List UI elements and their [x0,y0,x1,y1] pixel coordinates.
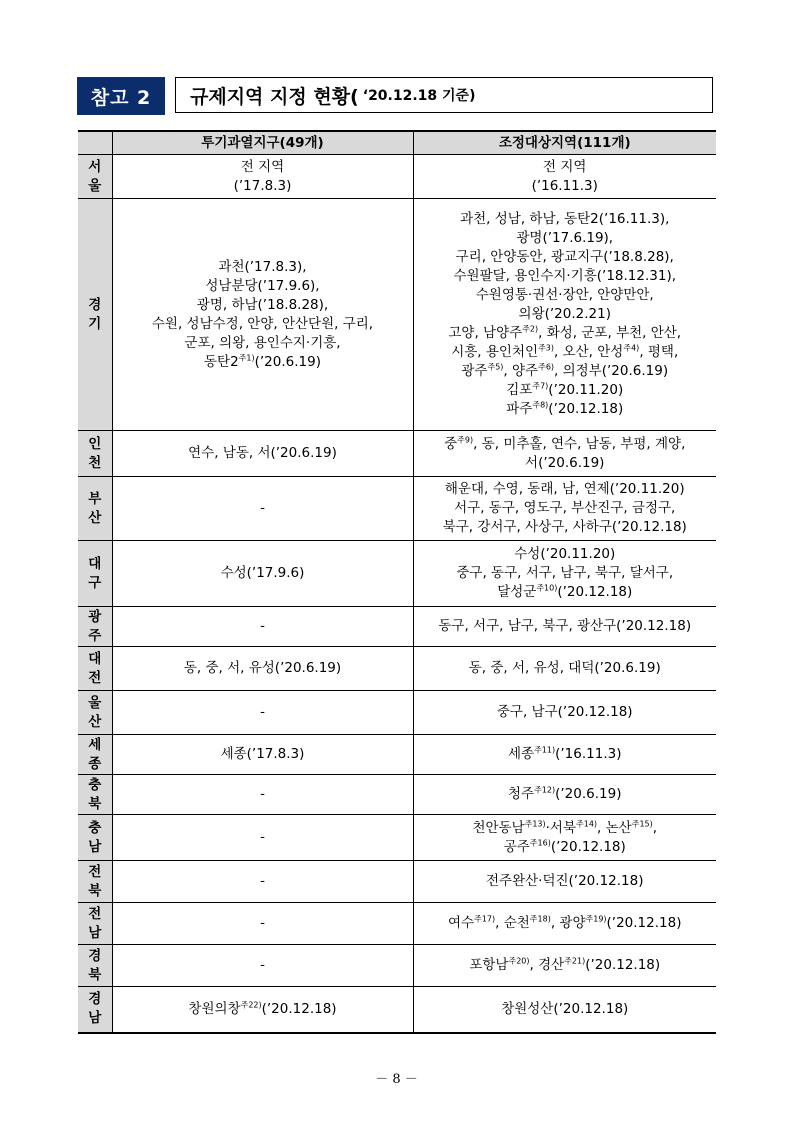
adjustment-zone-cell [413,775,716,815]
cell-text: (’20.12.18) [261,1000,337,1017]
footnote-mark: 주12) [534,785,556,795]
cell-text: (’20.12.18) [550,838,626,855]
region-char: 산 [88,509,102,526]
cell-text: (’20.12.18) [557,584,633,600]
cell-line [117,277,409,296]
cell-text: 동, 중, 서, 유성(’20.6.19) [183,660,342,676]
region-char: 북 [88,882,102,899]
adjustment-zone-cell [413,541,716,607]
speculative-zone-cell [112,691,413,735]
speculative-zone-cell [112,431,413,477]
adjustment-zone-cell [413,431,716,477]
region-cell [78,945,112,987]
region-char: 충 [88,819,102,836]
cell-text: 창원성산(’20.12.18) [501,1000,629,1017]
region-char: 대 [88,555,102,572]
region-char: 인 [88,435,102,452]
cell-line [117,785,409,804]
footnote-mark: 주11) [534,745,556,755]
footnote-mark: 주21) [564,956,586,966]
cell-text: (’16.11.3) [531,177,598,194]
adjustment-zone-cell [413,607,716,647]
cell-text: 고양, 남양주 [448,325,523,341]
cell-line [418,1000,713,1019]
cell-line [418,267,713,286]
region-char: 대 [88,650,102,667]
cell-text: 공주 [503,838,530,855]
cell-text: (’20.11.20) [548,382,624,398]
footnote-mark: 주3) [538,343,555,353]
region-cell [78,431,112,477]
cell-text: (’20.12.18) [548,401,624,417]
cell-text: - [260,915,265,931]
cell-text: 과천(’17.8.3), [218,258,307,275]
speculative-zone-cell [112,815,413,861]
speculative-zone-cell [112,199,413,431]
region-char: 구 [88,574,102,591]
cell-line [418,914,713,933]
cell-text: 광명(’17.6.19), [516,230,614,246]
cell-line [418,480,713,499]
cell-line [117,334,409,353]
cell-text: (’20.12.18) [606,915,682,931]
cell-text: ·서북 [545,819,577,836]
cell-text: 중구, 남구(’20.12.18) [496,704,633,720]
cell-text: (’16.11.3) [555,746,622,762]
cell-text: , 화성, 군포, 부천, 안산, [538,325,682,341]
cell-text: , 동, 미추홀, 연수, 남동, 부평, 계양, [473,435,686,452]
speculative-zone-cell [112,607,413,647]
table-row [78,987,716,1033]
cell-text: 수성(’17.9.6) [220,565,305,581]
region-char: 남 [88,838,102,855]
region-cell [78,607,112,647]
cell-line [117,703,409,722]
cell-text: 성남분당(’17.9.6), [205,277,320,294]
footnote-mark: 주18) [529,914,551,924]
cell-text: 창원의창 [188,1000,241,1017]
cell-text: 수원영통·권선·장안, 안양만안, [475,287,654,303]
footnote-mark: 주16) [529,838,551,847]
section-header [77,77,717,117]
region-char: 기 [88,315,102,332]
cell-line [117,872,409,891]
speculative-zone-cell [112,775,413,815]
cell-line [117,956,409,975]
cell-text: (’20.12.18) [585,957,661,973]
region-char: 전 [88,905,102,922]
cell-text: 동탄2 [204,353,239,370]
table-row [78,903,716,945]
region-cell [78,903,112,945]
speculative-zone-cell [112,477,413,541]
cell-text: 청주 [508,786,535,802]
region-char: 천 [88,454,102,471]
cell-text: (’17.8.3) [233,177,292,194]
cell-line [418,454,713,473]
cell-text: 북구, 강서구, 사상구, 사하구(’20.12.18) [442,519,687,535]
cell-line [418,872,713,891]
cell-line [117,914,409,933]
cell-text: 시흥, 용인처인 [451,344,539,360]
cell-line [117,564,409,583]
region-char: 종 [88,755,102,772]
table-row [78,199,716,431]
region-char: 세 [88,736,102,753]
cell-line [418,248,713,267]
table-row [78,691,716,735]
region-cell [78,155,112,199]
cell-text: - [260,957,265,973]
table-header-row [78,131,716,155]
cell-line [418,545,713,564]
table-row [78,607,716,647]
cell-text: 광명, 하남(’18.8.28), [196,296,329,313]
cell-text: 전 지역 [543,158,587,175]
adjustment-zone-cell [413,477,716,541]
adjustment-zone-cell [413,735,716,775]
cell-text: 서구, 동구, 영도구, 부산진구, 금정구, [454,500,676,516]
cell-text: 광주 [461,363,488,379]
speculative-zone-cell [112,541,413,607]
table-row [78,647,716,691]
cell-text: - [260,829,265,845]
cell-text: 의왕(’20.2.21) [518,306,611,322]
region-cell [78,541,112,607]
adjustment-zone-cell [413,903,716,945]
speculative-zone-cell [112,647,413,691]
cell-text: , 광양 [550,915,586,931]
region-cell [78,691,112,735]
cell-text: 연수, 남동, 서(’20.6.19) [188,445,337,461]
region-char: 광 [88,608,102,625]
cell-line [418,518,713,537]
speculative-zone-cell [112,945,413,987]
region-char: 부 [88,490,102,507]
cell-text: 천안동남 [472,819,525,836]
region-char: 울 [88,694,102,711]
column-header-left: 투기과열지구(49개) [112,131,413,155]
cell-text: , 순천 [495,915,530,931]
speculative-zone-cell [112,735,413,775]
cell-text: - [260,873,265,889]
cell-text: 동구, 서구, 남구, 북구, 광산구(’20.12.18) [438,618,692,634]
cell-line [117,617,409,636]
cell-text: 포항남 [469,957,509,973]
cell-line [418,838,713,857]
footnote-mark: 주9) [457,435,474,444]
cell-text: 서(’20.6.19) [525,454,605,471]
cell-line [117,177,409,196]
adjustment-zone-cell [413,945,716,987]
footnote-mark: 주1) [238,353,255,362]
cell-line [418,819,713,838]
adjustment-zone-cell [413,199,716,431]
adjustment-zone-cell [413,155,716,199]
cell-line [418,362,713,381]
cell-line [117,353,409,372]
region-char: 충 [88,776,102,793]
region-char: 산 [88,713,102,730]
table-row [78,775,716,815]
footnote-mark: 주10) [536,583,558,593]
cell-text: 세종(’17.8.3) [220,746,305,762]
region-char: 남 [88,924,102,941]
cell-text: 수성(’20.11.20) [514,546,616,562]
cell-line [418,785,713,804]
cell-text: - [260,618,265,634]
cell-line [418,564,713,583]
region-char: 경 [88,947,102,964]
cell-line [418,703,713,722]
cell-text: 중구, 동구, 서구, 남구, 북구, 달서구, [456,565,674,581]
cell-line [418,583,713,602]
speculative-zone-cell [112,987,413,1033]
cell-text: 해운대, 수영, 동래, 남, 연제(’20.11.20) [444,481,685,497]
adjustment-zone-cell [413,647,716,691]
adjustment-zone-cell [413,987,716,1033]
cell-line [418,305,713,324]
region-cell [78,199,112,431]
region-char: 북 [88,795,102,812]
cell-text: - [260,786,265,802]
region-cell [78,987,112,1033]
cell-text: 수원, 성남수정, 안양, 안산단원, 구리, [151,315,374,332]
cell-line [418,745,713,764]
region-char: 남 [88,1010,102,1027]
table-row [78,541,716,607]
adjustment-zone-cell [413,861,716,903]
cell-text: 전주완산·덕진(’20.12.18) [486,873,644,889]
table-row [78,477,716,541]
cell-text: 여수 [448,915,475,931]
corner-cell [78,131,112,155]
cell-text: (’20.6.19) [254,353,321,370]
cell-text: 과천, 성남, 하남, 동탄2(’16.11.3), [460,211,670,227]
section-title [175,77,713,113]
cell-text: 수원팔달, 용인수지·기흥(’18.12.31), [453,268,677,284]
table-row [78,861,716,903]
speculative-zone-cell [112,903,413,945]
page-number: － 8 － [375,1072,418,1087]
cell-line [418,210,713,229]
cell-text: 군포, 의왕, 용인수지·기흥, [184,334,341,351]
region-cell [78,861,112,903]
cell-line [117,745,409,764]
cell-line [418,956,713,975]
cell-text: , 논산 [597,819,632,836]
table-row [78,945,716,987]
cell-line [418,659,713,678]
footnote-mark: 주20) [508,956,530,966]
cell-line [117,315,409,334]
cell-text: 구리, 안양동안, 광교지구(’18.8.28), [455,249,674,265]
table-row [78,431,716,477]
footnote-mark: 주6) [538,362,555,372]
cell-text: , 의정부(’20.6.19) [554,363,669,379]
cell-text: 파주 [506,401,533,417]
footnote-mark: 주17) [474,914,496,924]
cell-line [418,158,713,177]
region-char: 경 [88,296,102,313]
column-header-right: 조정대상지역(111개) [413,131,716,155]
region-char: 북 [88,966,102,983]
speculative-zone-cell [112,155,413,199]
footnote-mark: 주7) [532,381,549,391]
region-char: 주 [88,627,102,644]
reference-badge: 참고 2 [77,77,165,115]
cell-line [117,444,409,463]
cell-line [117,1000,409,1019]
adjustment-zone-cell [413,691,716,735]
cell-text: , 양주 [503,363,539,379]
footnote-mark: 주15) [631,819,653,828]
cell-text: , 오산, 안성 [554,344,624,360]
footnote-mark: 주22) [240,1000,262,1010]
cell-line [418,343,713,362]
footnote-mark: 주19) [585,914,607,924]
region-cell [78,647,112,691]
cell-line [418,286,713,305]
table-row [78,815,716,861]
cell-line [418,324,713,343]
table-row [78,155,716,199]
region-cell [78,735,112,775]
regulation-table [78,130,716,1034]
cell-text: 김포 [506,382,533,398]
footnote-mark: 주2) [522,324,539,334]
footnote-mark: 주5) [487,362,504,372]
cell-line [418,617,713,636]
cell-text: 동, 중, 서, 유성, 대덕(’20.6.19) [468,660,661,676]
footnote-mark: 주4) [623,343,640,353]
cell-text: , 평택, [639,344,679,360]
cell-line [418,229,713,248]
cell-text: , [652,819,658,836]
footnote-mark: 주13) [524,819,546,828]
cell-line [418,381,713,400]
cell-text: 중 [444,435,458,452]
cell-line [418,435,713,454]
speculative-zone-cell [112,861,413,903]
cell-line [418,177,713,196]
cell-text: 세종 [508,746,535,762]
cell-text: - [260,704,265,720]
region-cell [78,815,112,861]
region-cell [78,775,112,815]
cell-text: 전 지역 [240,158,285,175]
table-row [78,735,716,775]
cell-text: 달성군 [497,584,537,600]
footnote-mark: 주8) [532,400,549,410]
region-cell [78,477,112,541]
cell-line [418,400,713,419]
region-char: 전 [88,669,102,686]
title-text: 규제지역 지정 현황( [190,85,359,108]
title-date: ‘20.12.18 기준) [362,88,476,104]
cell-line [117,296,409,315]
cell-line [117,158,409,177]
cell-text: (’20.6.19) [555,786,622,802]
region-char: 서 [88,158,102,175]
cell-line [117,499,409,518]
footnote-mark: 주14) [576,819,598,828]
adjustment-zone-cell [413,815,716,861]
cell-line [117,258,409,277]
region-char: 울 [88,177,102,194]
cell-line [117,659,409,678]
cell-line [117,828,409,847]
region-char: 전 [88,863,102,880]
cell-text: , 경산 [529,957,565,973]
cell-text: - [260,500,265,516]
cell-line [418,499,713,518]
region-char: 경 [88,991,102,1008]
